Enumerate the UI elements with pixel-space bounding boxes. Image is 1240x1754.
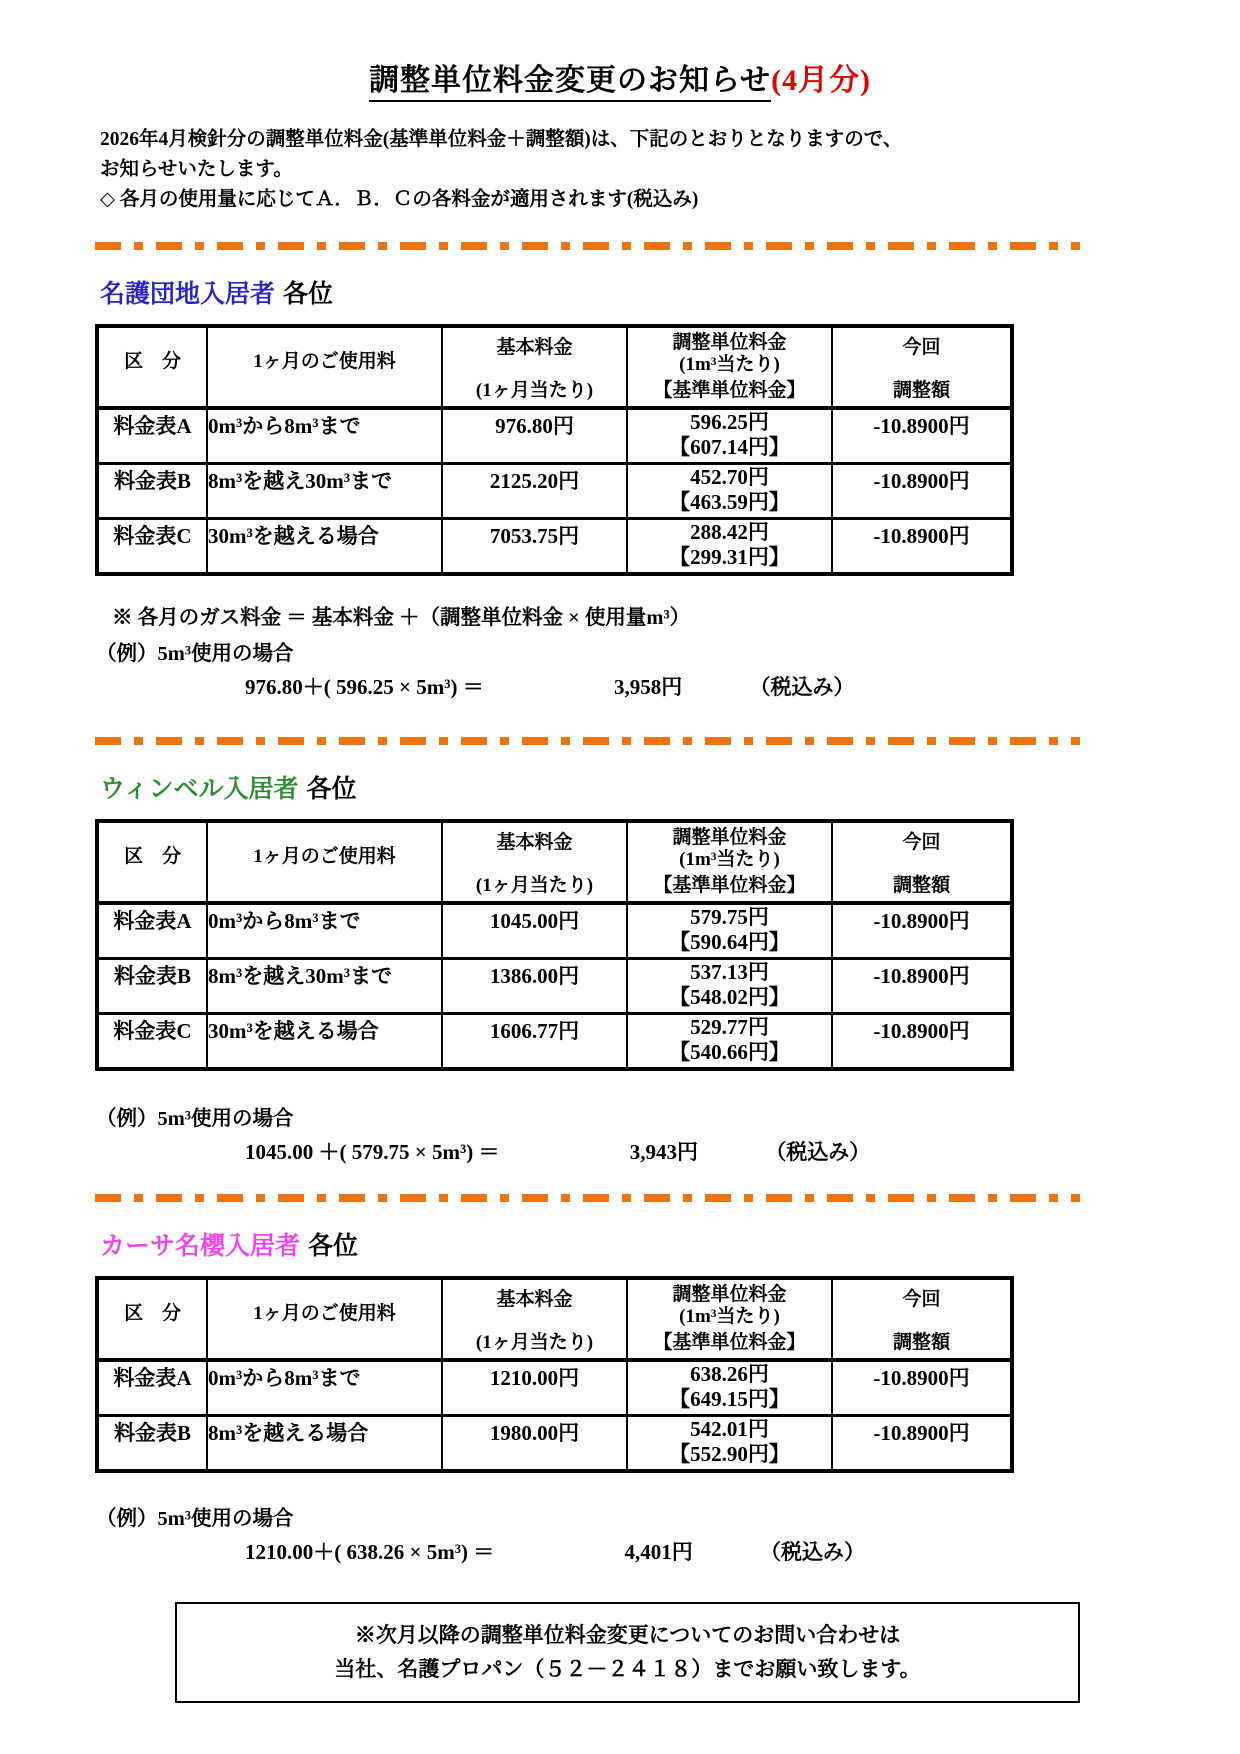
example-expression: 1045.00 ＋( 579.75 × 5m³) ＝ — [245, 1139, 500, 1164]
intro-line-3: ◇ 各月の使用量に応じてＡ．Ｂ．Ｃの各料金が適用されます(税込み) — [100, 189, 699, 211]
example-calculation — [0, 1136, 1240, 1166]
row-adjustment: -10.8900円 — [832, 1360, 1012, 1416]
row-category: 料金表C — [97, 518, 207, 574]
orange-dashdot-divider — [95, 242, 1080, 250]
price-table-nago — [95, 324, 1014, 576]
intro-line-1: 2026年4月検針分の調整単位料金(基準単位料金＋調整額)は、下記のとおりとなりますので、 — [100, 129, 903, 150]
row-usage: 0m³から8m³まで — [207, 1360, 442, 1416]
row-unit-fee: 288.42円 【299.31円】 — [627, 518, 832, 574]
example-calculation — [0, 1536, 1240, 1566]
price-table-casa — [95, 1276, 1014, 1473]
row-usage: 0m³から8m³まで — [207, 408, 442, 464]
page-title-main: 調整単位料金変更のお知らせ — [369, 64, 771, 102]
section-heading-winbell — [100, 769, 1240, 805]
row-base-fee: 1386.00円 — [442, 958, 627, 1013]
row-category: 料金表A — [97, 408, 207, 464]
table-header-row — [97, 1278, 1012, 1360]
header-category: 区 分 — [97, 326, 207, 408]
table-row — [97, 1013, 1012, 1069]
contact-note-line-1: ※次月以降の調整単位料金変更についてのお問い合わせは — [354, 1622, 901, 1647]
example-result: 4,401円 — [624, 1539, 693, 1564]
row-usage: 8m³を越え30m³まで — [207, 958, 442, 1013]
table-row — [97, 408, 1012, 464]
row-adjustment: -10.8900円 — [832, 903, 1012, 959]
audience-name: ウィンベル入居者 — [100, 775, 299, 803]
row-usage: 30m³を越える場合 — [207, 1013, 442, 1069]
example-result: 3,958円 — [614, 674, 683, 699]
row-base-fee: 1210.00円 — [442, 1360, 627, 1416]
row-unit-fee: 452.70円 【463.59円】 — [627, 463, 832, 518]
example-label: （例）5m³使用の場合 — [96, 642, 294, 665]
header-base-fee: 基本料金 (1ヶ月当たり) — [442, 326, 627, 408]
page-title — [0, 55, 1240, 99]
section-heading-nago — [100, 274, 1240, 310]
table-header-row — [97, 821, 1012, 903]
example-calculation — [0, 671, 1240, 701]
example-tax-note: （税込み） — [760, 1539, 865, 1564]
table-row — [97, 1415, 1012, 1471]
header-monthly-usage: 1ヶ月のご使用料 — [207, 326, 442, 408]
header-adjustment: 今回 調整額 — [832, 821, 1012, 903]
audience-suffix: 各位 — [283, 280, 334, 308]
row-unit-fee: 542.01円 【552.90円】 — [627, 1415, 832, 1471]
row-category: 料金表A — [97, 903, 207, 959]
example-tax-note: （税込み） — [749, 674, 855, 699]
intro-line-2: お知らせいたします。 — [100, 159, 293, 181]
example-result: 3,943円 — [629, 1139, 698, 1164]
row-adjustment: -10.8900円 — [832, 408, 1012, 464]
header-unit-fee: 調整単位料金 (1m³当たり) 【基準単位料金】 — [627, 821, 832, 903]
example-label: （例）5m³使用の場合 — [96, 1107, 294, 1130]
table-row — [97, 1360, 1012, 1416]
header-unit-fee: 調整単位料金 (1m³当たり) 【基準単位料金】 — [627, 1278, 832, 1360]
row-category: 料金表B — [97, 958, 207, 1013]
row-adjustment: -10.8900円 — [832, 463, 1012, 518]
gas-fee-formula-note: ※ 各月のガス料金 ＝ 基本料金 ＋（調整単位料金 × 使用量m³） — [112, 606, 691, 629]
orange-dashdot-divider — [95, 737, 1080, 745]
header-category: 区 分 — [97, 1278, 207, 1360]
audience-suffix: 各位 — [308, 1232, 359, 1260]
header-unit-fee: 調整単位料金 (1m³当たり) 【基準単位料金】 — [627, 326, 832, 408]
example-expression: 1210.00＋( 638.26 × 5m³) ＝ — [245, 1539, 495, 1564]
row-adjustment: -10.8900円 — [832, 958, 1012, 1013]
row-base-fee: 2125.20円 — [442, 463, 627, 518]
row-usage: 0m³から8m³まで — [207, 903, 442, 959]
row-unit-fee: 596.25円 【607.14円】 — [627, 408, 832, 464]
row-unit-fee: 537.13円 【548.02円】 — [627, 958, 832, 1013]
intro-paragraph — [100, 125, 1240, 216]
table-row — [97, 958, 1012, 1013]
row-base-fee: 1980.00円 — [442, 1415, 627, 1471]
example-expression: 976.80＋( 596.25 × 5m³) ＝ — [245, 674, 484, 699]
header-monthly-usage: 1ヶ月のご使用料 — [207, 821, 442, 903]
table-row — [97, 903, 1012, 959]
header-monthly-usage: 1ヶ月のご使用料 — [207, 1278, 442, 1360]
audience-name: カーサ名櫻入居者 — [100, 1232, 301, 1260]
row-unit-fee: 529.77円 【540.66円】 — [627, 1013, 832, 1069]
example-label: （例）5m³使用の場合 — [96, 1507, 294, 1530]
row-base-fee: 1606.77円 — [442, 1013, 627, 1069]
header-adjustment: 今回 調整額 — [832, 326, 1012, 408]
header-base-fee: 基本料金 (1ヶ月当たり) — [442, 1278, 627, 1360]
contact-note-line-2: 当社、名護プロパン（５２－２４１８）までお願い致します。 — [334, 1657, 921, 1682]
section-heading-casa — [100, 1226, 1240, 1262]
page-title-period: (4月分) — [771, 64, 872, 97]
orange-dashdot-divider — [95, 1194, 1080, 1202]
row-unit-fee: 638.26円 【649.15円】 — [627, 1360, 832, 1416]
header-base-fee: 基本料金 (1ヶ月当たり) — [442, 821, 627, 903]
audience-name: 名護団地入居者 — [100, 280, 276, 308]
row-adjustment: -10.8900円 — [832, 1013, 1012, 1069]
row-category: 料金表B — [97, 1415, 207, 1471]
row-unit-fee: 579.75円 【590.64円】 — [627, 903, 832, 959]
row-category: 料金表B — [97, 463, 207, 518]
row-usage: 8m³を越え30m³まで — [207, 463, 442, 518]
price-table-winbell — [95, 819, 1014, 1071]
audience-suffix: 各位 — [306, 775, 357, 803]
row-category: 料金表C — [97, 1013, 207, 1069]
row-base-fee: 7053.75円 — [442, 518, 627, 574]
row-usage: 8m³を越える場合 — [207, 1415, 442, 1471]
row-usage: 30m³を越える場合 — [207, 518, 442, 574]
row-category: 料金表A — [97, 1360, 207, 1416]
header-adjustment: 今回 調整額 — [832, 1278, 1012, 1360]
row-base-fee: 976.80円 — [442, 408, 627, 464]
table-row — [97, 518, 1012, 574]
table-row — [97, 463, 1012, 518]
example-tax-note: （税込み） — [765, 1139, 871, 1164]
contact-note-box — [175, 1602, 1080, 1703]
table-header-row — [97, 326, 1012, 408]
row-adjustment: -10.8900円 — [832, 518, 1012, 574]
row-base-fee: 1045.00円 — [442, 903, 627, 959]
header-category: 区 分 — [97, 821, 207, 903]
row-adjustment: -10.8900円 — [832, 1415, 1012, 1471]
